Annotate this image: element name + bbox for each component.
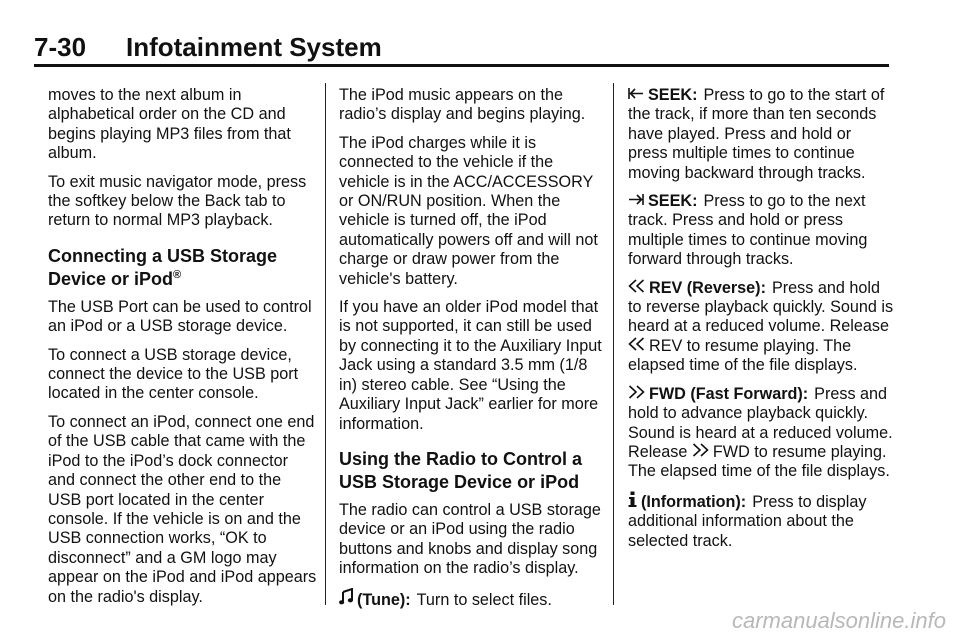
seek-back-term: SEEK: bbox=[648, 86, 698, 104]
watermark: carmanualsonline.info bbox=[731, 608, 946, 633]
paragraph: To connect a USB storage device, connect the device to the USB port located in the center console. bbox=[48, 345, 299, 403]
seek-forward-text: Press to go to the next track. Press and hold or press multiple times to continue moving forward through tracks. bbox=[628, 192, 868, 269]
rev-text: to resume playing. The elapsed time of the file displays. bbox=[628, 336, 858, 375]
info-text: Press to display additional information about the selected track. bbox=[628, 492, 867, 550]
paragraph: The radio can control a USB storage device or an iPod using the radio buttons and knobs and display song information on the radio’s display. bbox=[339, 500, 601, 578]
seek-back-entry bbox=[628, 86, 894, 183]
fwd-text: to resume playing. The elapsed time of the file displays. bbox=[628, 442, 890, 481]
seek-forward-entry bbox=[628, 192, 894, 270]
seek-forward-icon bbox=[628, 193, 644, 206]
header-rule bbox=[34, 64, 889, 67]
info-entry bbox=[628, 491, 894, 551]
tune-text: Turn to select files. bbox=[416, 590, 552, 609]
paragraph: moves to the next album in alphabetical order on the CD and begins playing MP3 files from that album. bbox=[48, 86, 291, 163]
paragraph: The iPod music appears on the radio’s display and begins playing. bbox=[339, 86, 586, 124]
seek-forward-term: SEEK: bbox=[648, 192, 698, 211]
fast-forward-icon bbox=[628, 385, 645, 399]
seek-back-icon bbox=[628, 87, 644, 100]
rewind-icon bbox=[628, 337, 645, 351]
column-right bbox=[628, 86, 894, 560]
column-middle bbox=[339, 86, 605, 619]
fast-forward-icon bbox=[692, 443, 709, 457]
paragraph: The iPod charges while it is connected to the vehicle if the vehicle is in the ACC/ACCESSORY or ON/RUN position. When the vehicle is turned off, the iPod automatically powers off and will not charge or draw power from the vehicle's battery. bbox=[339, 133, 598, 288]
heading-text: Connecting a USB Storage Device or iPod bbox=[48, 245, 278, 289]
section-heading-usb bbox=[48, 245, 318, 291]
page-title: Infotainment System bbox=[126, 32, 382, 62]
fwd-inline-label: FWD bbox=[712, 442, 750, 461]
rev-inline-label: REV bbox=[649, 336, 683, 355]
paragraph: To exit music navigator mode, press the softkey below the Back tab to return to normal MP3 playback. bbox=[48, 172, 307, 230]
column-divider bbox=[325, 83, 326, 605]
registered-mark: ® bbox=[173, 268, 182, 281]
section-heading-radio: Using the Radio to Control a USB Storage Device or iPod bbox=[339, 448, 582, 492]
paragraph: The USB Port can be used to control an iPod or a USB storage device. bbox=[48, 297, 312, 336]
page-number: 7-30 bbox=[34, 32, 87, 62]
fwd-term: FWD (Fast Forward): bbox=[649, 384, 809, 403]
fwd-entry bbox=[628, 385, 894, 482]
seek-back-text: Press to go to the start of the track, if more than ten seconds have played. Press and hold or press multiple times to continue moving backward through tracks. bbox=[628, 86, 885, 182]
tune-entry bbox=[339, 588, 605, 610]
column-divider bbox=[613, 83, 614, 605]
rewind-icon bbox=[628, 279, 645, 293]
paragraph: To connect an iPod, connect one end of the USB cable that came with the iPod to the iPod’s dock connector and connect the other end to the USB port located in the center console. If the vehicle is on and the USB connection works, “OK to disconnect” and a GM logo may appear on the iPod and iPod appears on the radio's display. bbox=[48, 412, 317, 606]
tune-term: (Tune): bbox=[357, 590, 411, 609]
column-left bbox=[48, 86, 318, 616]
info-term: (Information): bbox=[641, 492, 747, 511]
rev-entry bbox=[628, 279, 894, 376]
rev-text: Press and hold to reverse playback quickly. Sound is heard at a reduced volume. Release bbox=[628, 278, 894, 336]
rev-term: REV (Reverse): bbox=[649, 278, 766, 297]
music-note-icon bbox=[339, 588, 353, 605]
paragraph: If you have an older iPod model that is not supported, it can still be used by connecting it to the Auxiliary Input Jack using a standard 3.5 mm (1/8 in) stereo cable. See “Using the Auxiliary Input Jack” earlier for more information. bbox=[339, 298, 602, 433]
fwd-text: Press and hold to advance playback quickly. Sound is heard at a reduced volume. Release bbox=[628, 384, 893, 461]
info-icon bbox=[628, 491, 637, 507]
